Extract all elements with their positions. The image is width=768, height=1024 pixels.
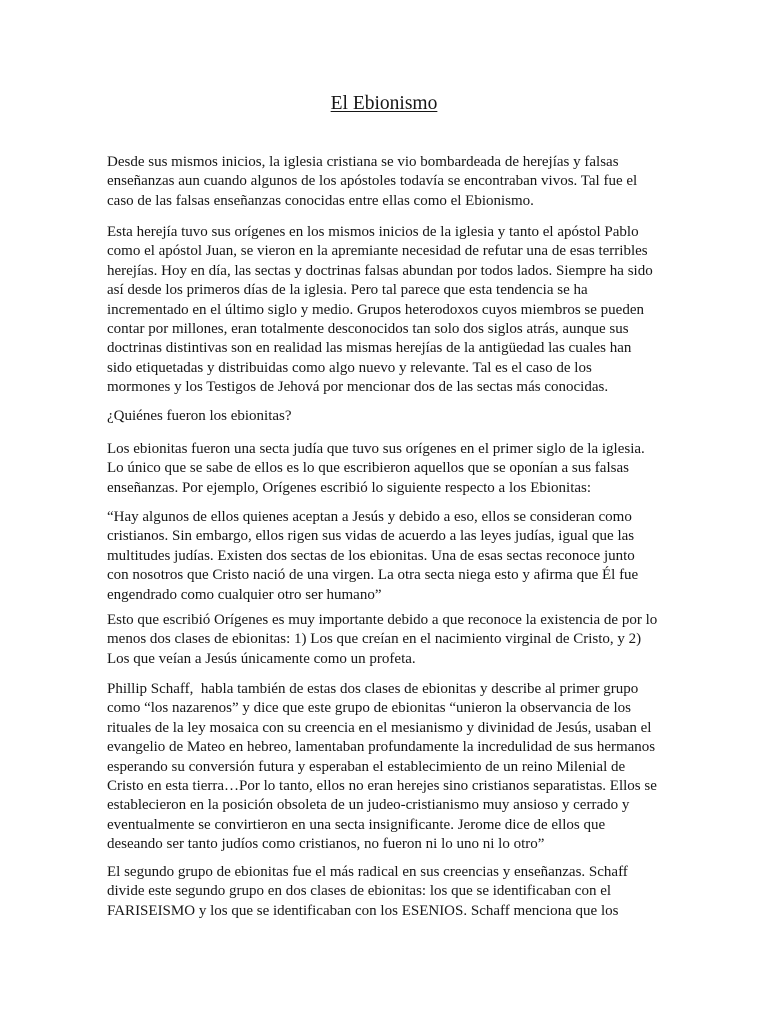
text-line: Esto que escribió Orígenes es muy importante debido a que reconoce la existencia de por lo — [107, 612, 658, 628]
text-line: con nosotros que Cristo nació de una virgen. La otra secta niega esto y afirma que Él fue — [107, 567, 639, 584]
text-line: como “los nazarenos” y dice que este grupo de ebionitas “unieron la observancia de los — [107, 700, 631, 717]
text-line: divide este segundo grupo en dos clases de ebionitas: los que se identificaban con el — [107, 883, 612, 900]
document-title-text: El Ebionismo — [330, 93, 438, 114]
text-line: ¿Quiénes fueron los ebionitas? — [107, 408, 292, 424]
text-line: enseñanzas aun cuando algunos de los apóstoles todavía se encontraban vivos. Tal fue el — [107, 173, 638, 190]
text-line: como el apóstol Juan, se vieron en la apremiante necesidad de refutar una de esas terribles — [107, 243, 648, 260]
text-line: caso de las falsas enseñanzas conocidas entre ellas como el Ebionismo. — [107, 192, 534, 209]
text-line: esperando su conversión futura y esperaban el establecimiento de un reino Milenial de — [107, 758, 626, 775]
text-line: sido etiquetadas y distribuidas como algo nuevo y relevante. Tal es el caso de los — [107, 359, 592, 376]
section-question — [107, 407, 707, 426]
text-line: Phillip Schaff, habla también de estas dos clases de ebionitas y describe al primer grupo — [107, 681, 639, 697]
text-line: contar por millones, eran totalmente desconocidos tan solo dos siglos atrás, aunque sus — [107, 321, 629, 338]
text-line: doctrinas distintivas son en realidad las mismas herejías de la antigüedad las cuales han — [107, 340, 632, 357]
text-line: rituales de la ley mosaica con su creencia en el mesianismo y divinidad de Jesús, usaban el — [107, 719, 652, 736]
paragraph-quote-origenes — [107, 508, 707, 605]
paragraph-schaff — [107, 680, 707, 855]
paragraph-ebionites — [107, 440, 707, 498]
text-line: Cristo en esta tierra…Por lo tanto, ellos no eran herejes sino cristianos separatistas. Ellos se — [107, 778, 657, 795]
text-line: menos dos clases de ebionitas: 1) Los que creían en el nacimiento virginal de Cristo, y 2) — [107, 631, 642, 648]
text-line: herejías. Hoy en día, las sectas y doctrinas falsas abundan por todos lados. Siempre ha sido — [107, 262, 653, 279]
text-line: Los que veían a Jesús únicamente como un profeta. — [107, 650, 416, 667]
text-line: así desde los primeros días de la iglesia. Pero tal parece que esta tendencia se ha — [107, 282, 588, 299]
paragraph-second-group — [107, 863, 707, 921]
text-line: deseando ser tanto judíos como cristianos, no fueron ni lo uno ni lo otro” — [107, 836, 545, 853]
text-line: cristianos. Sin embargo, ellos rigen sus vidas de acuerdo a las leyes judías, igual que las — [107, 528, 635, 545]
text-line: Esta herejía tuvo sus orígenes en los mismos inicios de la iglesia y tanto el apóstol Pablo — [107, 224, 639, 240]
text-line: evangelio de Mateo en hebreo, lamentaban profundamente la incredulidad de sus hermanos — [107, 739, 656, 756]
text-line: eventualmente se convirtieron en una secta insignificante. Jerome dice de ellos que — [107, 816, 606, 833]
text-line: Los ebionitas fueron una secta judía que tuvo sus orígenes en el primer siglo de la iglesia. — [107, 441, 645, 457]
paragraph-origins — [107, 223, 707, 398]
text-line: incrementado en el último siglo y medio. Grupos heterodoxos cuyos miembros se pueden — [107, 301, 644, 318]
text-line: FARISEISMO y los que se identificaban con los ESENIOS. Schaff menciona que los — [107, 902, 619, 919]
text-line: enseñanzas. Por ejemplo, Orígenes escribió lo siguiente respecto a los Ebionitas: — [107, 479, 592, 496]
paragraph-two-classes — [107, 611, 707, 669]
text-line: El segundo grupo de ebionitas fue el más radical en sus creencias y enseñanzas. Schaff — [107, 864, 628, 880]
text-line: engendrado como cualquier otro ser humano” — [107, 586, 382, 603]
text-line: Desde sus mismos inicios, la iglesia cristiana se vio bombardeada de herejías y falsas — [107, 154, 619, 170]
text-line: establecieron en la posición obsoleta de un judeo-cristianismo muy ansioso y cerrado y — [107, 797, 630, 814]
document-title — [0, 92, 768, 116]
paragraph-intro — [107, 153, 707, 211]
text-line: mormones y los Testigos de Jehová por mencionar dos de las sectas más conocidas. — [107, 379, 609, 396]
text-line: “Hay algunos de ellos quienes aceptan a Jesús y debido a eso, ellos se consideran como — [107, 509, 632, 525]
text-line: Lo único que se sabe de ellos es lo que escribieron aquellos que se oponían a sus falsas — [107, 460, 629, 477]
text-line: multitudes judías. Existen dos sectas de los ebionitas. Una de esas sectas reconoce junto — [107, 547, 635, 564]
